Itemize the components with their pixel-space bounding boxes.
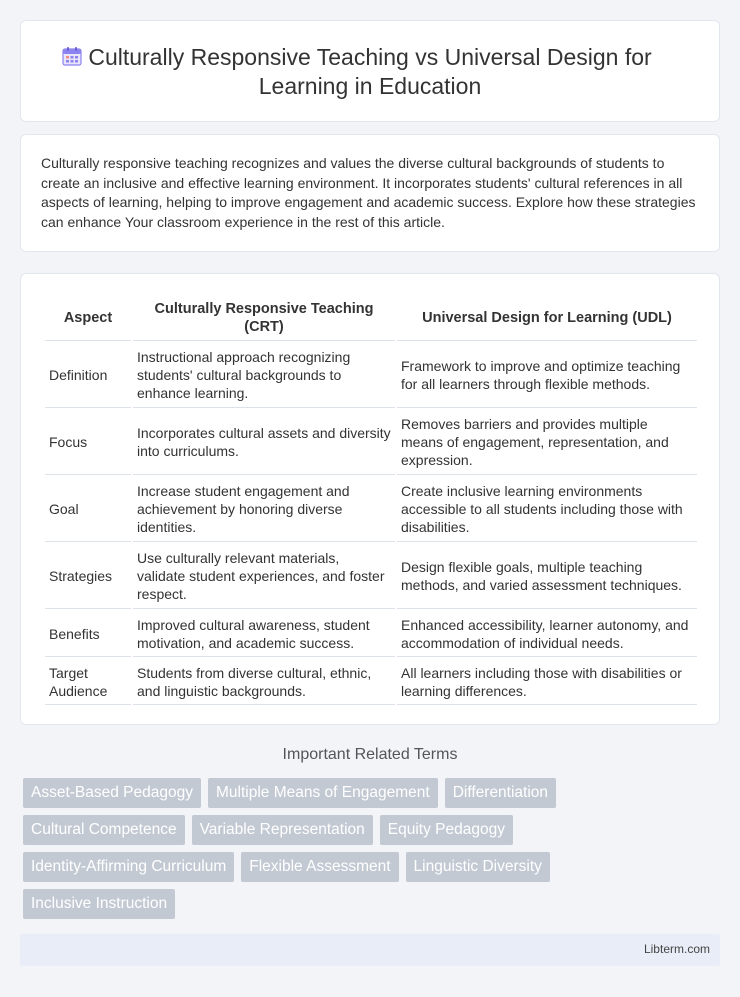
intro-card <box>20 134 720 252</box>
cell-crt: Improved cultural awareness, student motivation, and academic success. <box>133 611 395 657</box>
table-row <box>45 544 697 609</box>
header-crt: Culturally Responsive Teaching (CRT) <box>133 296 395 341</box>
term-tag[interactable]: Multiple Means of Engagement <box>208 778 438 808</box>
term-row <box>23 815 723 845</box>
cell-udl: All learners including those with disabilities or learning differences. <box>397 659 697 705</box>
term-tag[interactable]: Identity-Affirming Curriculum <box>23 852 234 882</box>
related-terms <box>23 778 723 926</box>
term-row <box>23 889 723 919</box>
cell-aspect: Focus <box>45 410 131 475</box>
comparison-table <box>43 294 699 707</box>
cell-aspect: Strategies <box>45 544 131 609</box>
intro-paragraph: Culturally responsive teaching recognizes and values the diverse cultural backgrounds of students to create an inclusive and effective learning environment. It incorporates students' cultural references in all aspects of learning, helping to improve engagement and academic success. Explore how these strategies can enhance Your classroom experience in the rest of this article. <box>41 155 696 230</box>
table-header-row <box>45 296 697 341</box>
table-row <box>45 611 697 657</box>
cell-aspect: Target Audience <box>45 659 131 705</box>
related-terms-heading: Important Related Terms <box>282 746 458 763</box>
cell-udl: Framework to improve and optimize teaching for all learners through flexible methods. <box>397 343 697 408</box>
table-row <box>45 410 697 475</box>
cell-udl: Enhanced accessibility, learner autonomy, and accommodation of individual needs. <box>397 611 697 657</box>
term-tag[interactable]: Cultural Competence <box>23 815 185 845</box>
header-udl: Universal Design for Learning (UDL) <box>397 296 697 341</box>
term-tag[interactable]: Inclusive Instruction <box>23 889 175 919</box>
cell-aspect: Definition <box>45 343 131 408</box>
term-tag[interactable]: Equity Pedagogy <box>380 815 513 845</box>
cell-udl: Removes barriers and provides multiple means of engagement, representation, and expression. <box>397 410 697 475</box>
table-row <box>45 659 697 705</box>
cell-udl: Create inclusive learning environments accessible to all students including those with disabilities. <box>397 477 697 542</box>
header-aspect: Aspect <box>45 296 131 341</box>
term-tag[interactable]: Variable Representation <box>192 815 373 845</box>
term-tag[interactable]: Asset-Based Pedagogy <box>23 778 201 808</box>
cell-crt: Incorporates cultural assets and diversity into curriculums. <box>133 410 395 475</box>
cell-crt: Use culturally relevant materials, validate student experiences, and foster respect. <box>133 544 395 609</box>
cell-aspect: Goal <box>45 477 131 542</box>
term-row <box>23 778 723 808</box>
cell-crt: Students from diverse cultural, ethnic, and linguistic backgrounds. <box>133 659 395 705</box>
comparison-card <box>20 273 720 725</box>
table-row <box>45 477 697 542</box>
table-row <box>45 343 697 408</box>
term-tag[interactable]: Flexible Assessment <box>241 852 398 882</box>
cell-crt: Increase student engagement and achievement by honoring diverse identities. <box>133 477 395 542</box>
footer-site-link[interactable]: Libterm.com <box>643 942 710 956</box>
cell-crt: Instructional approach recognizing students' cultural backgrounds to enhance learning. <box>133 343 395 408</box>
cell-aspect: Benefits <box>45 611 131 657</box>
title-card <box>20 20 720 122</box>
term-tag[interactable]: Linguistic Diversity <box>406 852 550 882</box>
footer <box>20 934 720 966</box>
cell-udl: Design flexible goals, multiple teaching methods, and varied assessment techniques. <box>397 544 697 609</box>
page-title: Culturally Responsive Teaching vs Universal Design for Learning in Education <box>88 44 652 99</box>
term-tag[interactable]: Differentiation <box>445 778 556 808</box>
term-row <box>23 852 723 882</box>
